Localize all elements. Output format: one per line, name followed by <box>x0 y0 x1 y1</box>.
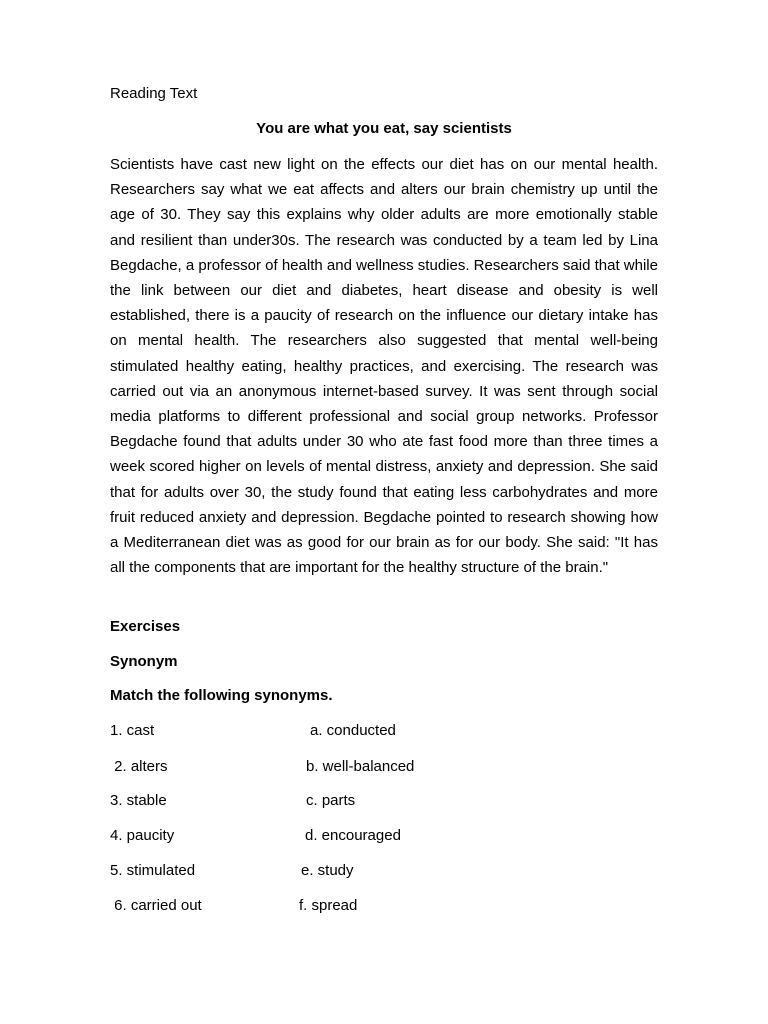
match-option: d. encouraged <box>305 827 401 844</box>
section-label: Reading Text <box>110 85 198 102</box>
match-term: 1. cast <box>110 722 155 739</box>
match-option: a. conducted <box>310 722 396 739</box>
article-body: Scientists have cast new light on the effects our diet has on our mental health. Researchers say what we eat affects and alters our brain chemistry up until the age of 30. They say this explains why older adults are more emotionally stable and resilient than under30s. The research was conducted by a team led by Lina Begdache, a professor of health and wellness studies. Researchers said that while the link between our diet and diabetes, heart disease and obesity is well established, there is a paucity of research on the influence our dietary intake has on mental health. The researchers also suggested that mental well-being stimulated healthy eating, healthy practices, and exercising. The research was carried out via an anonymous internet-based survey. It was sent through social media platforms to different professional and social group networks. Professor Begdache found that adults under 30 who ate fast food more than three times a week scored higher on levels of mental distress, anxiety and depression. She said that for adults over 30, the study found that eating less carbohydrates and more fruit reduced anxiety and depression. Begdache pointed to research showing how a Mediterranean diet was as good for our brain as for our body. She said: "It has all the components that are important for the healthy structure of the brain." <box>110 156 658 577</box>
match-term: 5. stimulated <box>110 862 196 879</box>
match-row <box>0 721 768 741</box>
synonym-heading: Synonym <box>110 653 178 670</box>
match-row <box>0 826 768 846</box>
match-row <box>0 896 768 916</box>
exercises-heading: Exercises <box>110 618 181 635</box>
match-option: b. well-balanced <box>306 758 415 775</box>
match-option: c. parts <box>306 792 356 809</box>
article-title: You are what you eat, say scientists <box>256 120 512 137</box>
match-row <box>0 861 768 881</box>
match-option: e. study <box>301 862 354 879</box>
match-term: 4. paucity <box>110 827 175 844</box>
match-row <box>0 757 768 777</box>
exercise-instruction: Match the following synonyms. <box>110 687 333 704</box>
match-term: 6. carried out <box>110 897 202 914</box>
match-option: f. spread <box>299 897 358 914</box>
match-term: 3. stable <box>110 792 167 809</box>
match-term: 2. alters <box>110 758 168 775</box>
match-row <box>0 791 768 811</box>
